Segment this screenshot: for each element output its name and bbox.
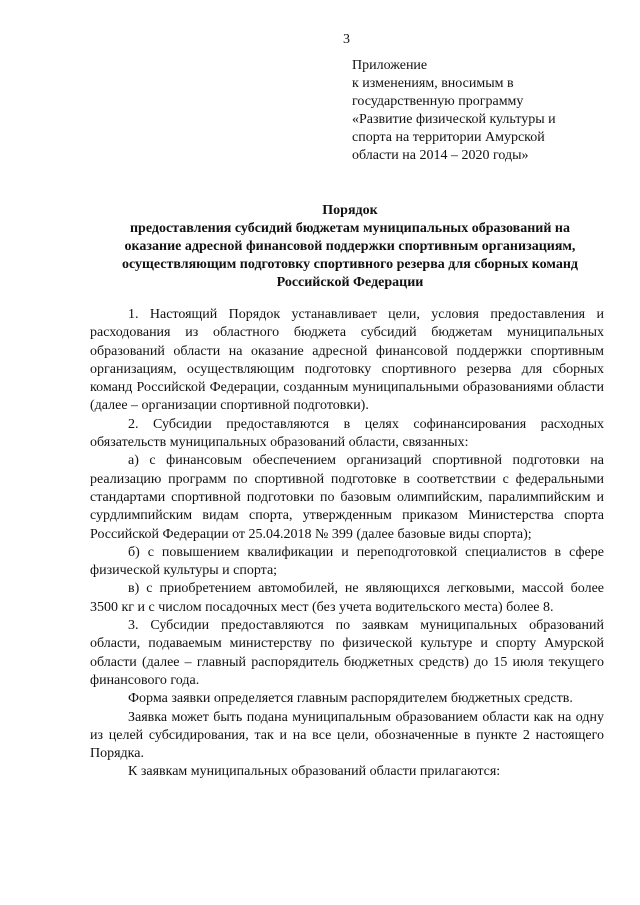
paragraph-application: Заявка может быть подана муниципальным образованием области как на одну из целей субсидирования, так и на все цели, обозначенные в пункте 2 настоящего Порядка. <box>90 709 604 762</box>
paragraph-1: 1. Настоящий Порядок устанавливает цели, условия предоставления и расходования из областного бюджета субсидий бюджетам муниципальных образований области на оказание адресной финансовой поддержки спортивным организациям, осуществляющим подготовку спортивного резерва для сборных команд Российской Федерации, созданным муниципальными образованиями области (далее – организации спортивной подготовки). <box>90 307 604 414</box>
document-body <box>90 306 604 782</box>
page-number: 3 <box>343 32 350 47</box>
document-title <box>90 202 610 292</box>
paragraph-2a: а) с финансовым обеспечением организаций спортивной подготовки на реализацию программ по спортивной подготовке в соответствии с федеральными стандартами спортивной подготовки по базовым олимпийским, паралимпийским и сурдлимпийским видам спорта, утвержденным приказом Министерства спорта Российской Федерации от 25.04.2018 № 399 (далее базовые виды спорта); <box>90 453 604 542</box>
paragraph-2c: в) с приобретением автомобилей, не являющихся легковыми, массой более 3500 кг и с числом посадочных мест (без учета водительского места) более 8. <box>90 581 604 615</box>
title-line: предоставления субсидий бюджетам муниципальных образований на <box>129 221 570 236</box>
paragraph-3: 3. Субсидии предоставляются по заявкам муниципальных образований области, подаваемым министерству по физической культуре и спорту Амурской области (далее – главный распорядитель бюджетных средств) до 15 июля текущего финансового года. <box>90 618 604 688</box>
title-line: осуществляющим подготовку спортивного резерва для сборных команд <box>122 257 578 272</box>
title-line: Порядок <box>322 203 378 218</box>
appendix-header <box>352 57 622 165</box>
paragraph-2: 2. Субсидии предоставляются в целях софинансирования расходных обязательств муниципальных образований области, связанных: <box>90 416 604 451</box>
appendix-line: к изменениям, вносимым в <box>352 76 514 91</box>
title-line: Российской Федерации <box>276 275 424 290</box>
appendix-line: государственную программу <box>352 94 524 109</box>
appendix-line: Приложение <box>352 58 428 73</box>
paragraph-2b: б) с повышением квалификации и переподготовкой специалистов в сфере физической культуры и спорта; <box>90 544 604 579</box>
paragraph-form: Форма заявки определяется главным распорядителем бюджетных средств. <box>128 691 573 707</box>
title-line: оказание адресной финансовой поддержки спортивным организациям, <box>124 239 576 254</box>
appendix-line: «Развитие физической культуры и <box>352 112 556 127</box>
appendix-line: области на 2014 – 2020 годы» <box>352 148 529 163</box>
paragraph-attachments: К заявкам муниципальных образований области прилагаются: <box>128 764 501 780</box>
appendix-line: спорта на территории Амурской <box>352 130 545 145</box>
